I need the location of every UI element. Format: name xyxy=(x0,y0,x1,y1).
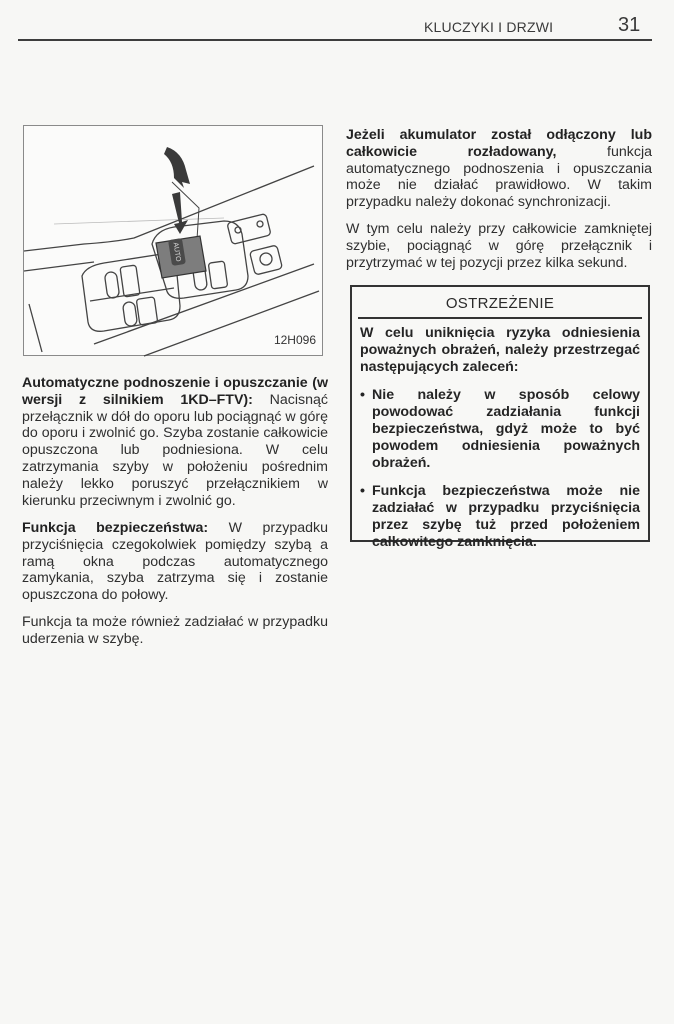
warning-item xyxy=(360,483,640,550)
warning-intro: W celu uniknięcia ryzyka odniesienia poważnych obrażeń, należy przestrzegać następujących zaleceń: xyxy=(360,325,640,375)
section-title: KLUCZYKI I DRZWI xyxy=(424,19,554,35)
page-number: 31 xyxy=(618,14,641,36)
battery-heading: Jeżeli akumulator został odłączony lub całkowicie rozładowany, xyxy=(346,127,652,160)
warning-item-text: Nie należy w sposób celowy powodować zadziałania funkcji bezpieczeństwa, gdyż może to być powodem odniesienia poważnych obrażeń. xyxy=(372,387,640,471)
warning-box xyxy=(350,285,650,550)
window-switch-illustration xyxy=(23,125,323,356)
figure-code: 12H096 xyxy=(273,333,316,347)
warning-list xyxy=(360,387,640,550)
auto-window-text: Nacisnąć przełącznik w dół do oporu lub pociągnąć w górę do oporu i zwolnić go. Szyba zostanie całkowicie opuszczona lub podniesiona. W celu zatrzymania szyby w położeniu pośrednim należy lekko poruszyć przełącznikiem w kierunku przeciwnym i zwolnić go. xyxy=(22,391,329,509)
auto-window-heading: Automatyczne podnoszenie i opuszczanie (w wersji z silnikiem 1KD–FTV): xyxy=(22,375,328,408)
safety-function-heading: Funkcja bezpieczeństwa: xyxy=(22,520,209,536)
battery-paragraph xyxy=(346,127,652,211)
warning-item xyxy=(360,387,640,471)
arrow-down-icon xyxy=(172,192,188,234)
window-switch-drawing xyxy=(24,126,324,357)
warning-title: OSTRZEŻENIE xyxy=(445,295,555,312)
battery-text: funkcja automatycznego podnoszenia i opuszczania może nie działać prawidłowo. W takim przypadku należy dokonać synchronizacji. xyxy=(346,143,652,211)
safety-function-text: W przypadku przyciśnięcia czegokolwiek pomiędzy szybą a ramą okna podczas automatycznego zamykania, szyba zatrzyma się i zostanie opuszczona do połowy. xyxy=(22,520,328,604)
arrow-up-icon xyxy=(164,147,190,188)
bullet-icon: • xyxy=(360,387,365,404)
header-divider xyxy=(18,39,652,41)
warning-item-text: Funkcja bezpieczeństwa może nie zadziałać w przypadku przyciśnięcia przez szybę tuż przed położeniem całkowitego zamknięcia. xyxy=(372,483,640,550)
impact-paragraph: Funkcja ta może również zadziałać w przypadku uderzenia w szybę. xyxy=(22,614,328,647)
auto-label: AUTO xyxy=(171,241,182,263)
auto-window-paragraph xyxy=(22,375,328,509)
synchronization-paragraph: W tym celu należy przy całkowicie zamkniętej szybie, pociągnąć w górę przełącznik i przytrzymać w tej pozycji przez kilka sekund. xyxy=(346,221,652,271)
safety-function-paragraph xyxy=(22,520,328,604)
bullet-icon: • xyxy=(360,483,365,500)
